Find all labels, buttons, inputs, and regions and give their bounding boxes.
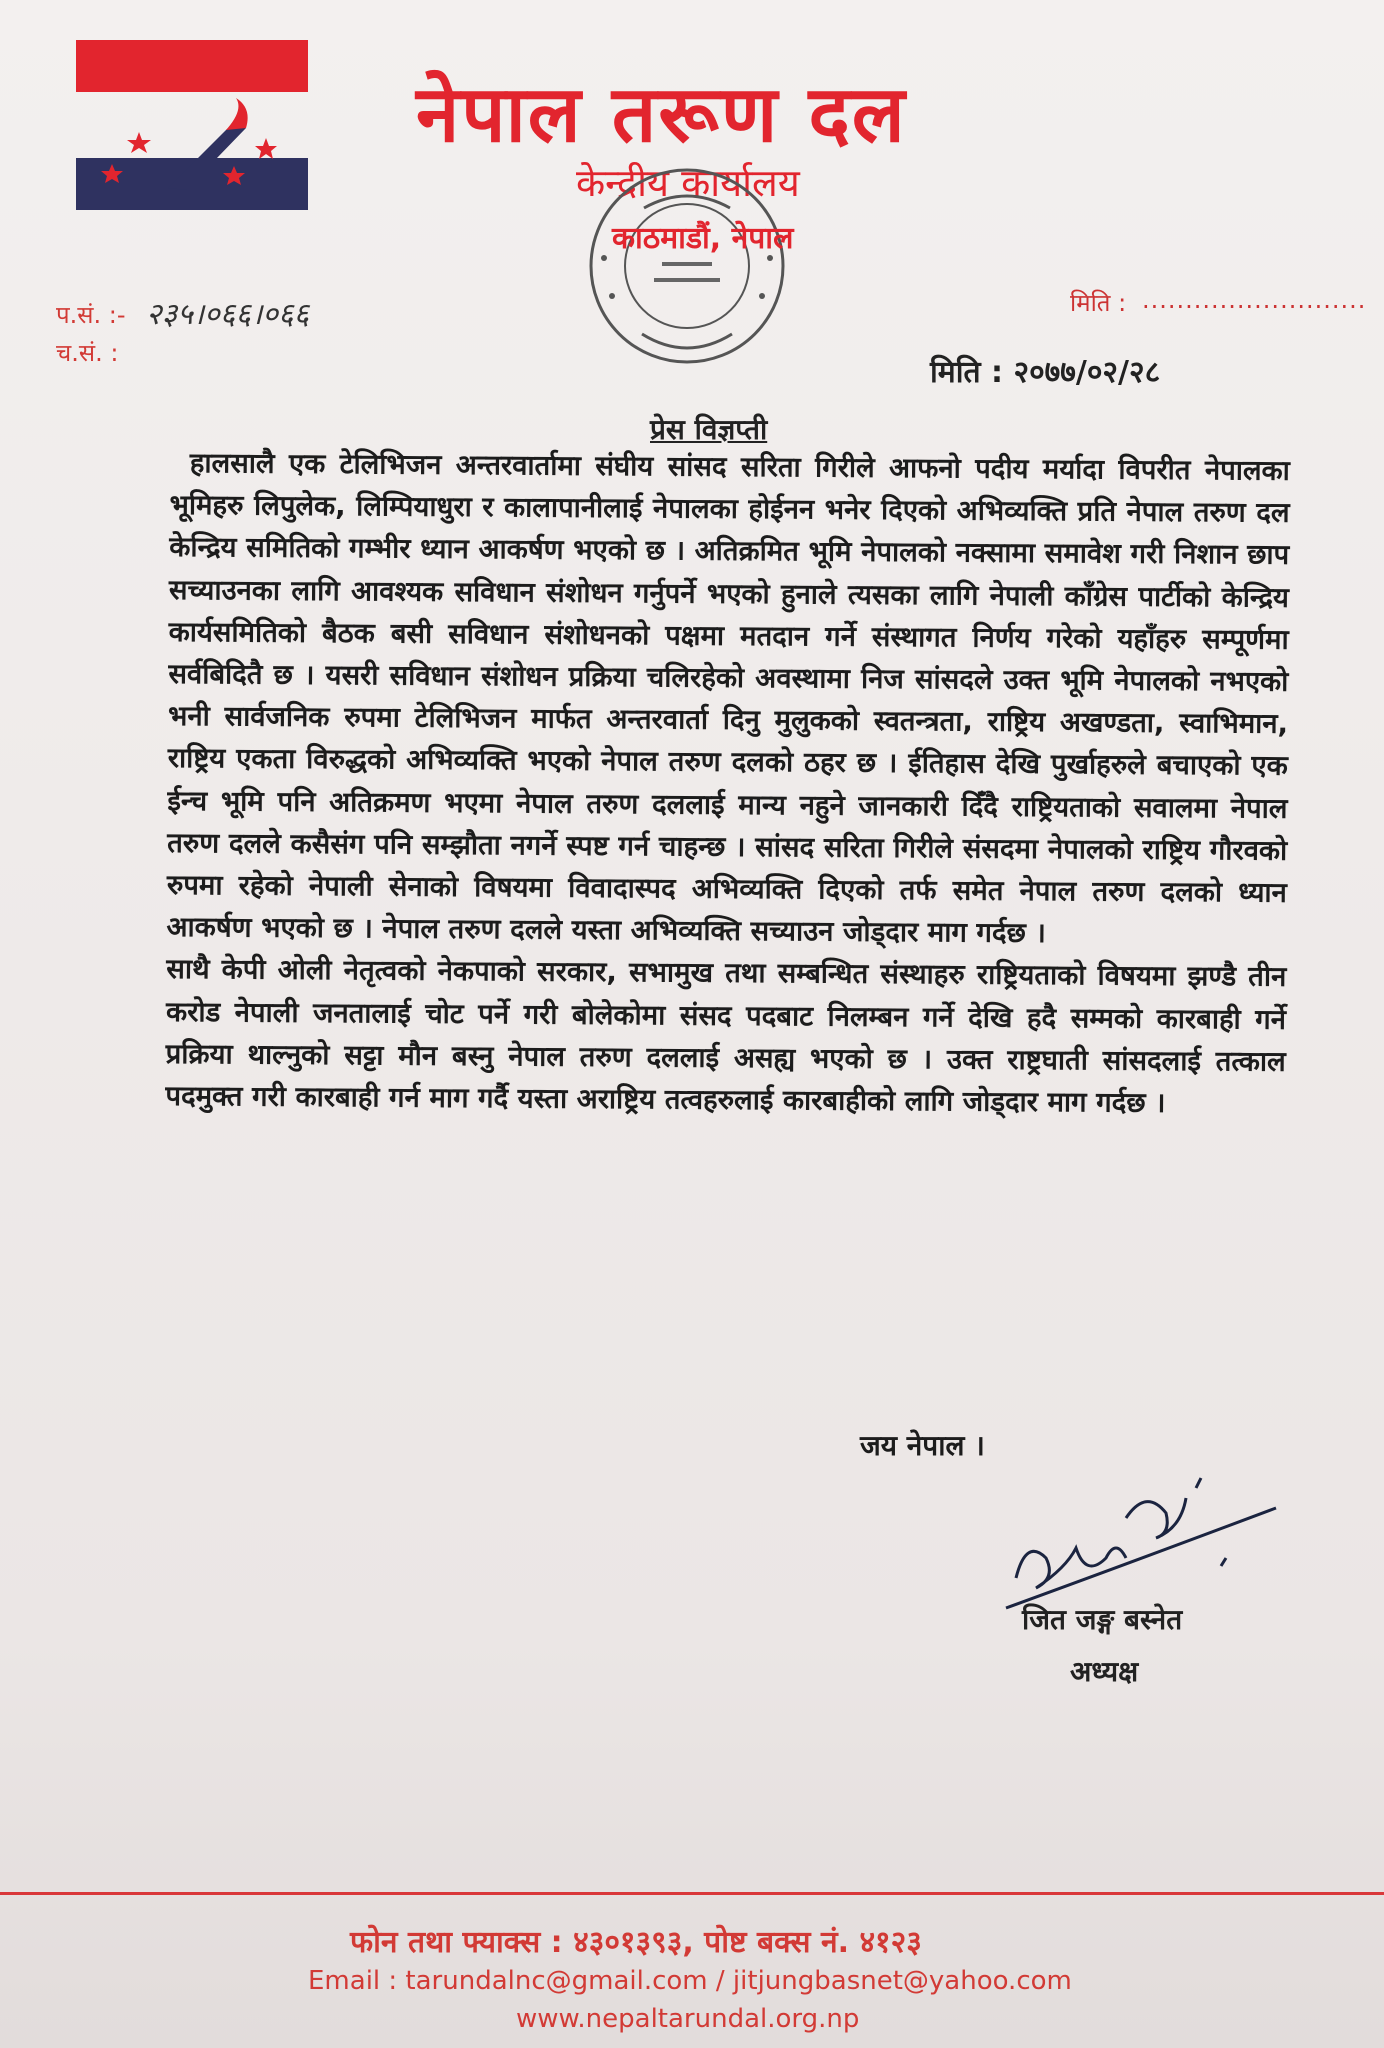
footer-email: Email : tarundalnc@gmail.com / jitjungbasnet@yahoo.com bbox=[308, 1966, 1072, 1996]
date-blank-line: .......................... bbox=[1142, 286, 1367, 314]
party-flag-logo bbox=[76, 40, 308, 210]
office-subtitle: केन्द्रीय कार्यालय bbox=[576, 161, 800, 205]
footer-website: www.nepaltarundal.org.np bbox=[516, 2004, 860, 2034]
letter-body bbox=[165, 442, 1290, 1125]
body-paragraph: हालसालै एक टेलिभिजन अन्तरवार्तामा संघीय सांसद सरिता गिरीले आफनो पदीय मर्यादा विपरीत नेपालका भूमिहरु लिपुलेक, लिम्पियाधुरा र कालापानीलाई नेपालका होईनन भनेर दिएको अभिव्यक्ति प्रति नेपाल तरुण दल केन्द्रिय समितिको गम्भीर ध्यान आकर्षण भएको छ । अतिक्रमित भूमि नेपालको नक्सामा समावेश गरी निशान छाप सच्याउनका लागि आवश्यक सविधान संशोधन गर्नुपर्ने भएको हुनाले त्यसका लागि नेपाली काँग्रेस पार्टीको केन्द्रिय कार्यसमितिको बैठक बसी सविधान संशोधनको पक्षमा मतदान गर्ने संस्थागत निर्णय गरेको यहाँहरु सम्पूर्णमा सर्वबिदितै छ । यसरी सविधान संशोधन प्रक्रिया चलिरहेको अवस्थामा निज सांसदले उक्त भूमि नेपालको नभएको भनी सार्वजनिक रुपमा टेलिभिजन मार्फत अन्तरवार्ता दिनु मुलुकको स्वतन्त्रता, राष्ट्रिय अखण्डता, स्वाभिमान, राष्ट्रिय एकता विरुद्धको अभिव्यक्ति भएको नेपाल तरुण दलको ठहर छ । ईतिहास देखि पुर्खाहरुले बचाएको एक ईन्च भूमि पनि अतिक्रमण भएमा नेपाल तरुण दललाई मान्य नहुने जानकारी दिँदै राष्ट्रियताको सवालमा नेपाल तरुण दलले कसैसंग पनि सम्झौता नगर्ने स्पष्ट गर्न चाहन्छ । सांसद सरिता गिरीले संसदमा नेपालको राष्ट्रिय गौरवको रुपमा रहेको नेपाली सेनाको विषयमा विवादास्पद अभिव्यक्ति दिएको तर्फ समेत नेपाल तरुण दलको ध्यान आकर्षण भएको छ । नेपाल तरुण दलले यस्ता अभिव्यक्ति सच्याउन जोड्दार माग गर्दछ । bbox=[166, 447, 1290, 950]
signatory-title: अध्यक्ष bbox=[1070, 1655, 1139, 1688]
footer-divider bbox=[0, 1892, 1384, 1895]
reference-chs-label: च.सं. : bbox=[56, 339, 119, 367]
signatory-name: जित जङ्ग बस्नेत bbox=[1022, 1603, 1183, 1636]
press-release-heading: प्रेस विज्ञप्ती bbox=[650, 413, 768, 446]
official-seal-stamp bbox=[582, 166, 792, 366]
reference-ps-value: २३५।०६६।०६६ bbox=[146, 297, 310, 332]
seal-city-text: काठमाडौं, नेपाल bbox=[612, 221, 794, 256]
pen-stars-icon bbox=[76, 40, 308, 210]
body-paragraph: साथै केपी ओली नेतृत्वको नेकपाको सरकार, सभामुख तथा सम्बन्धित संस्थाहरु राष्ट्रियताको विषयमा झण्डै तीन करोड नेपाली जनतालाई चोट पर्ने गरी बोलेकोमा संसद पदबाट निलम्बन गर्ने देखि हदै सम्मको कारबाही गर्ने प्रक्रिया थाल्नुको सट्टा मौन बस्नु नेपाल तरुण दललाई असह्य भएको छ । उक्त राष्ट्रघाती सांसदलाई तत्काल पदमुक्त गरी कारबाही गर्न माग गर्दै यस्ता अराष्ट्रिय तत्वहरुलाई कारबाहीको लागि जोड्दार माग गर्दछ । bbox=[165, 953, 1287, 1120]
organization-title: नेपाल तरूण दल bbox=[416, 70, 907, 160]
date-label-top: मिति : bbox=[1070, 289, 1127, 317]
footer-phone-fax: फोन तथा फ्याक्स : ४३०१३९३, पोष्ट बक्स नं. ४१२३ bbox=[350, 1925, 922, 1960]
letter-date: मिति : २०७७/०२/२८ bbox=[930, 355, 1161, 390]
closing-salutation: जय नेपाल । bbox=[860, 1429, 985, 1462]
reference-ps-label: प.सं. :- bbox=[56, 301, 126, 329]
